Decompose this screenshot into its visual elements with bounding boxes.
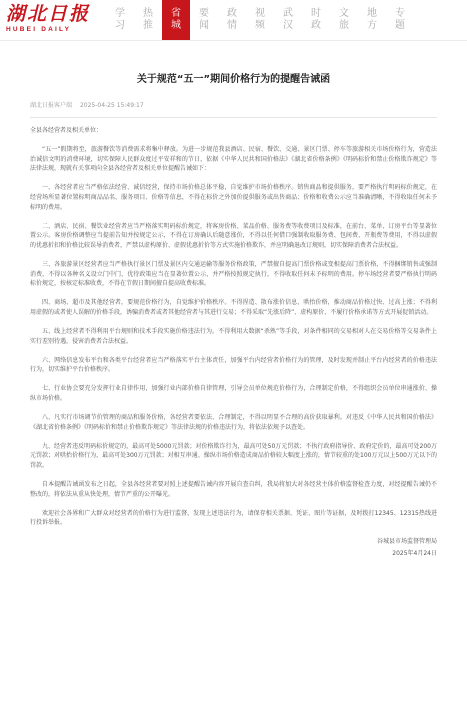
article-paragraph: 八、凡实行市场调节价管理的商品和服务价格，各经营者要依法、合理制定，不得以明显不合理的高价获取暴利。对违反《中华人民共和国价格法》《湖北省价格条例》《明码标价和禁止价格欺诈规定》等法律法规的价格违法行为，将依法依规予以查处。 xyxy=(30,413,437,431)
article-paragraph: “五一”假期将至，旅游餐饮等消费需求将集中释放。为进一步规范我县酒店、民宿、餐饮、交通、景区门票、停车等旅游相关市场价格行为，营造法治诚信文明的消费环境，切实保障人民群众度过平安祥和的节日，依据《中华人民共和国价格法》《湖北省价格条例》《明码标价和禁止价格欺诈规定》等法律法规，现就有关事项向全县各经营者及相关单位提醒告诫如下： xyxy=(30,146,437,173)
article-paragraph: 一、各经营者应当严格依法经营、诚信经营，保持市场价格总体平稳，自觉维护市场价格秩序。销售商品和提供服务，要严格执行明码标价规定，在经营场所显著位置标明商品品名、服务项目、价格等信息，不得在标价之外加价提供服务或出售商品；价格和收费公示应当准确清晰，不得收取任何未予标明的费用。 xyxy=(30,184,437,211)
top-header xyxy=(0,0,467,40)
article-paragraph: 六、网络信息发布平台和各类平台经营者应当严格落实平台主体责任，加强平台内经营者价格行为的管理，及时发现并制止平台内经营者的价格违法行为，切实维护平台价格秩序。 xyxy=(30,356,437,374)
nav-tab-label: 文旅 xyxy=(339,8,349,31)
article xyxy=(30,41,437,558)
article-paragraph: 九、经营者违反明码标价规定的，最高可处5000元罚款；对价格欺诈行为，最高可处50万元罚款；不执行政府指导价、政府定价的，最高可处200万元罚款；对哄抬价格行为，最高可处300万元罚款；对相互串通、操纵市场价格造成商品价格较大幅度上涨的，情节较重的处100万元以上500万元以下的罚款。 xyxy=(30,442,437,469)
logo-english: HUBEI DAILY xyxy=(6,26,72,33)
article-paragraph: 欢迎社会各界和广大群众对经营者的价格行为进行监督，发现上述违法行为，请保存相关票据、凭证、图片等证据，及时拨打12345、12315热线进行投诉举报。 xyxy=(30,509,437,527)
article-paragraph: 三、各旅游景区经营者应当严格执行景区门票及景区内交通运输等服务价格政策，严禁擅自提高门票价格或变相提高门票价格，不得捆绑销售或强制消费，不得以各种名义设立门中门，优待政策应当在显著位置公示，并严格按照规定执行，不得收取任何未予标明的费用。停车场经营者要严格执行明码标价规定，按核定标准收费，不得在节假日期间擅自提高收费标准。 xyxy=(30,260,437,288)
article-source: 湖北日报客户端 xyxy=(30,102,73,109)
nav-tab-politics[interactable] xyxy=(218,0,246,40)
article-body xyxy=(30,126,437,558)
nav-tab-label: 视频 xyxy=(255,8,265,31)
nav-tab-study[interactable] xyxy=(106,0,134,40)
nav-tab-label: 专题 xyxy=(395,8,405,31)
article-paragraph: 二、酒店、民宿、餐饮业经营者应当严格落实明码标价规定，将客房价格、菜品价格、服务费等收费项目及标准，在前台、菜单、订房平台等显著位置公示。客房价格调整应当提前告知并按规定公示，不得在订房确认后随意涨价，不得以任何借口强制收取服务费、包间费、开瓶费等费用，不得以虚假的优惠折扣和价格比较误导消费者，严禁以虚构原价、虚假优惠折价等方式实施价格欺诈，并应明确退改订规则，切实保障消费者合法权益。 xyxy=(30,222,437,249)
nav-tab-province[interactable] xyxy=(162,0,190,40)
nav-tab-local[interactable] xyxy=(358,0,386,40)
article-datetime: 2025-04-25 15:49:17 xyxy=(79,102,144,109)
nav-tab-label: 武汉 xyxy=(283,8,293,31)
nav-tab-headlines[interactable] xyxy=(190,0,218,40)
nav-tab-hot[interactable] xyxy=(134,0,162,40)
nav-tab-wuhan[interactable] xyxy=(274,0,302,40)
nav-tab-label: 要闻 xyxy=(199,8,209,31)
article-paragraph: 七、行业协会要充分发挥行业自律作用，加强行业内部价格自律管理，引导会员单位规范价格行为，合理制定价格，不得组织会员单位串通涨价、操纵市场价格。 xyxy=(30,385,437,402)
article-title: 关于规范“五一”期间价格行为的提醒告诫函 xyxy=(136,74,331,85)
article-meta xyxy=(30,102,437,110)
article-paragraph: 自本提醒告诫函发布之日起，全县各经营者要对照上述提醒告诫内容开展自查自纠，我局将加大对各经营主体价格监督检查力度，对经提醒告诫仍不整改的，将依法从重从快处理，情节严重的公开曝光。 xyxy=(30,480,437,498)
meta-divider xyxy=(30,117,437,118)
signature-date: 2025年4月24日 xyxy=(392,550,437,558)
nav-tab-topics[interactable] xyxy=(386,0,414,40)
article-paragraph: 四、商场、超市及其他经营者，要规范价格行为，自觉维护价格秩序。不得捏造、散布涨价信息，哄抬价格，推动商品价格过快、过高上涨；不得利用虚假的或者使人误解的价格手段，诱骗消费者或者其他经营者与其进行交易；不得采取“先涨后降”、虚构原价、不履行价格承诺等方式开展促销活动。 xyxy=(30,299,437,316)
nav-tab-label: 地方 xyxy=(367,8,377,31)
nav-tab-label: 热推 xyxy=(143,8,153,31)
nav-tab-label: 政情 xyxy=(227,8,237,31)
nav-tab-current-affairs[interactable] xyxy=(302,0,330,40)
nav-tab-label: 时政 xyxy=(311,8,321,31)
channel-nav xyxy=(106,0,414,40)
nav-tab-label: 学习 xyxy=(115,8,125,31)
nav-tab-video[interactable] xyxy=(246,0,274,40)
hubei-daily-logo[interactable] xyxy=(6,3,98,37)
nav-tab-culture-travel[interactable] xyxy=(330,0,358,40)
article-paragraph: 五、线上经营者不得利用平台规则和技术手段实施价格违法行为。不得利用大数据“杀熟”等手段，对条件相同的交易相对人在交易价格等交易条件上实行差别待遇，侵害消费者合法权益。 xyxy=(30,327,437,345)
logo-chinese: 湖北日报 xyxy=(6,3,91,25)
nav-tab-label: 省城 xyxy=(171,8,181,31)
salutation: 全县各经营者及相关单位： xyxy=(30,127,103,134)
signature-agency: 谷城县市场监督管理局 xyxy=(376,538,437,546)
